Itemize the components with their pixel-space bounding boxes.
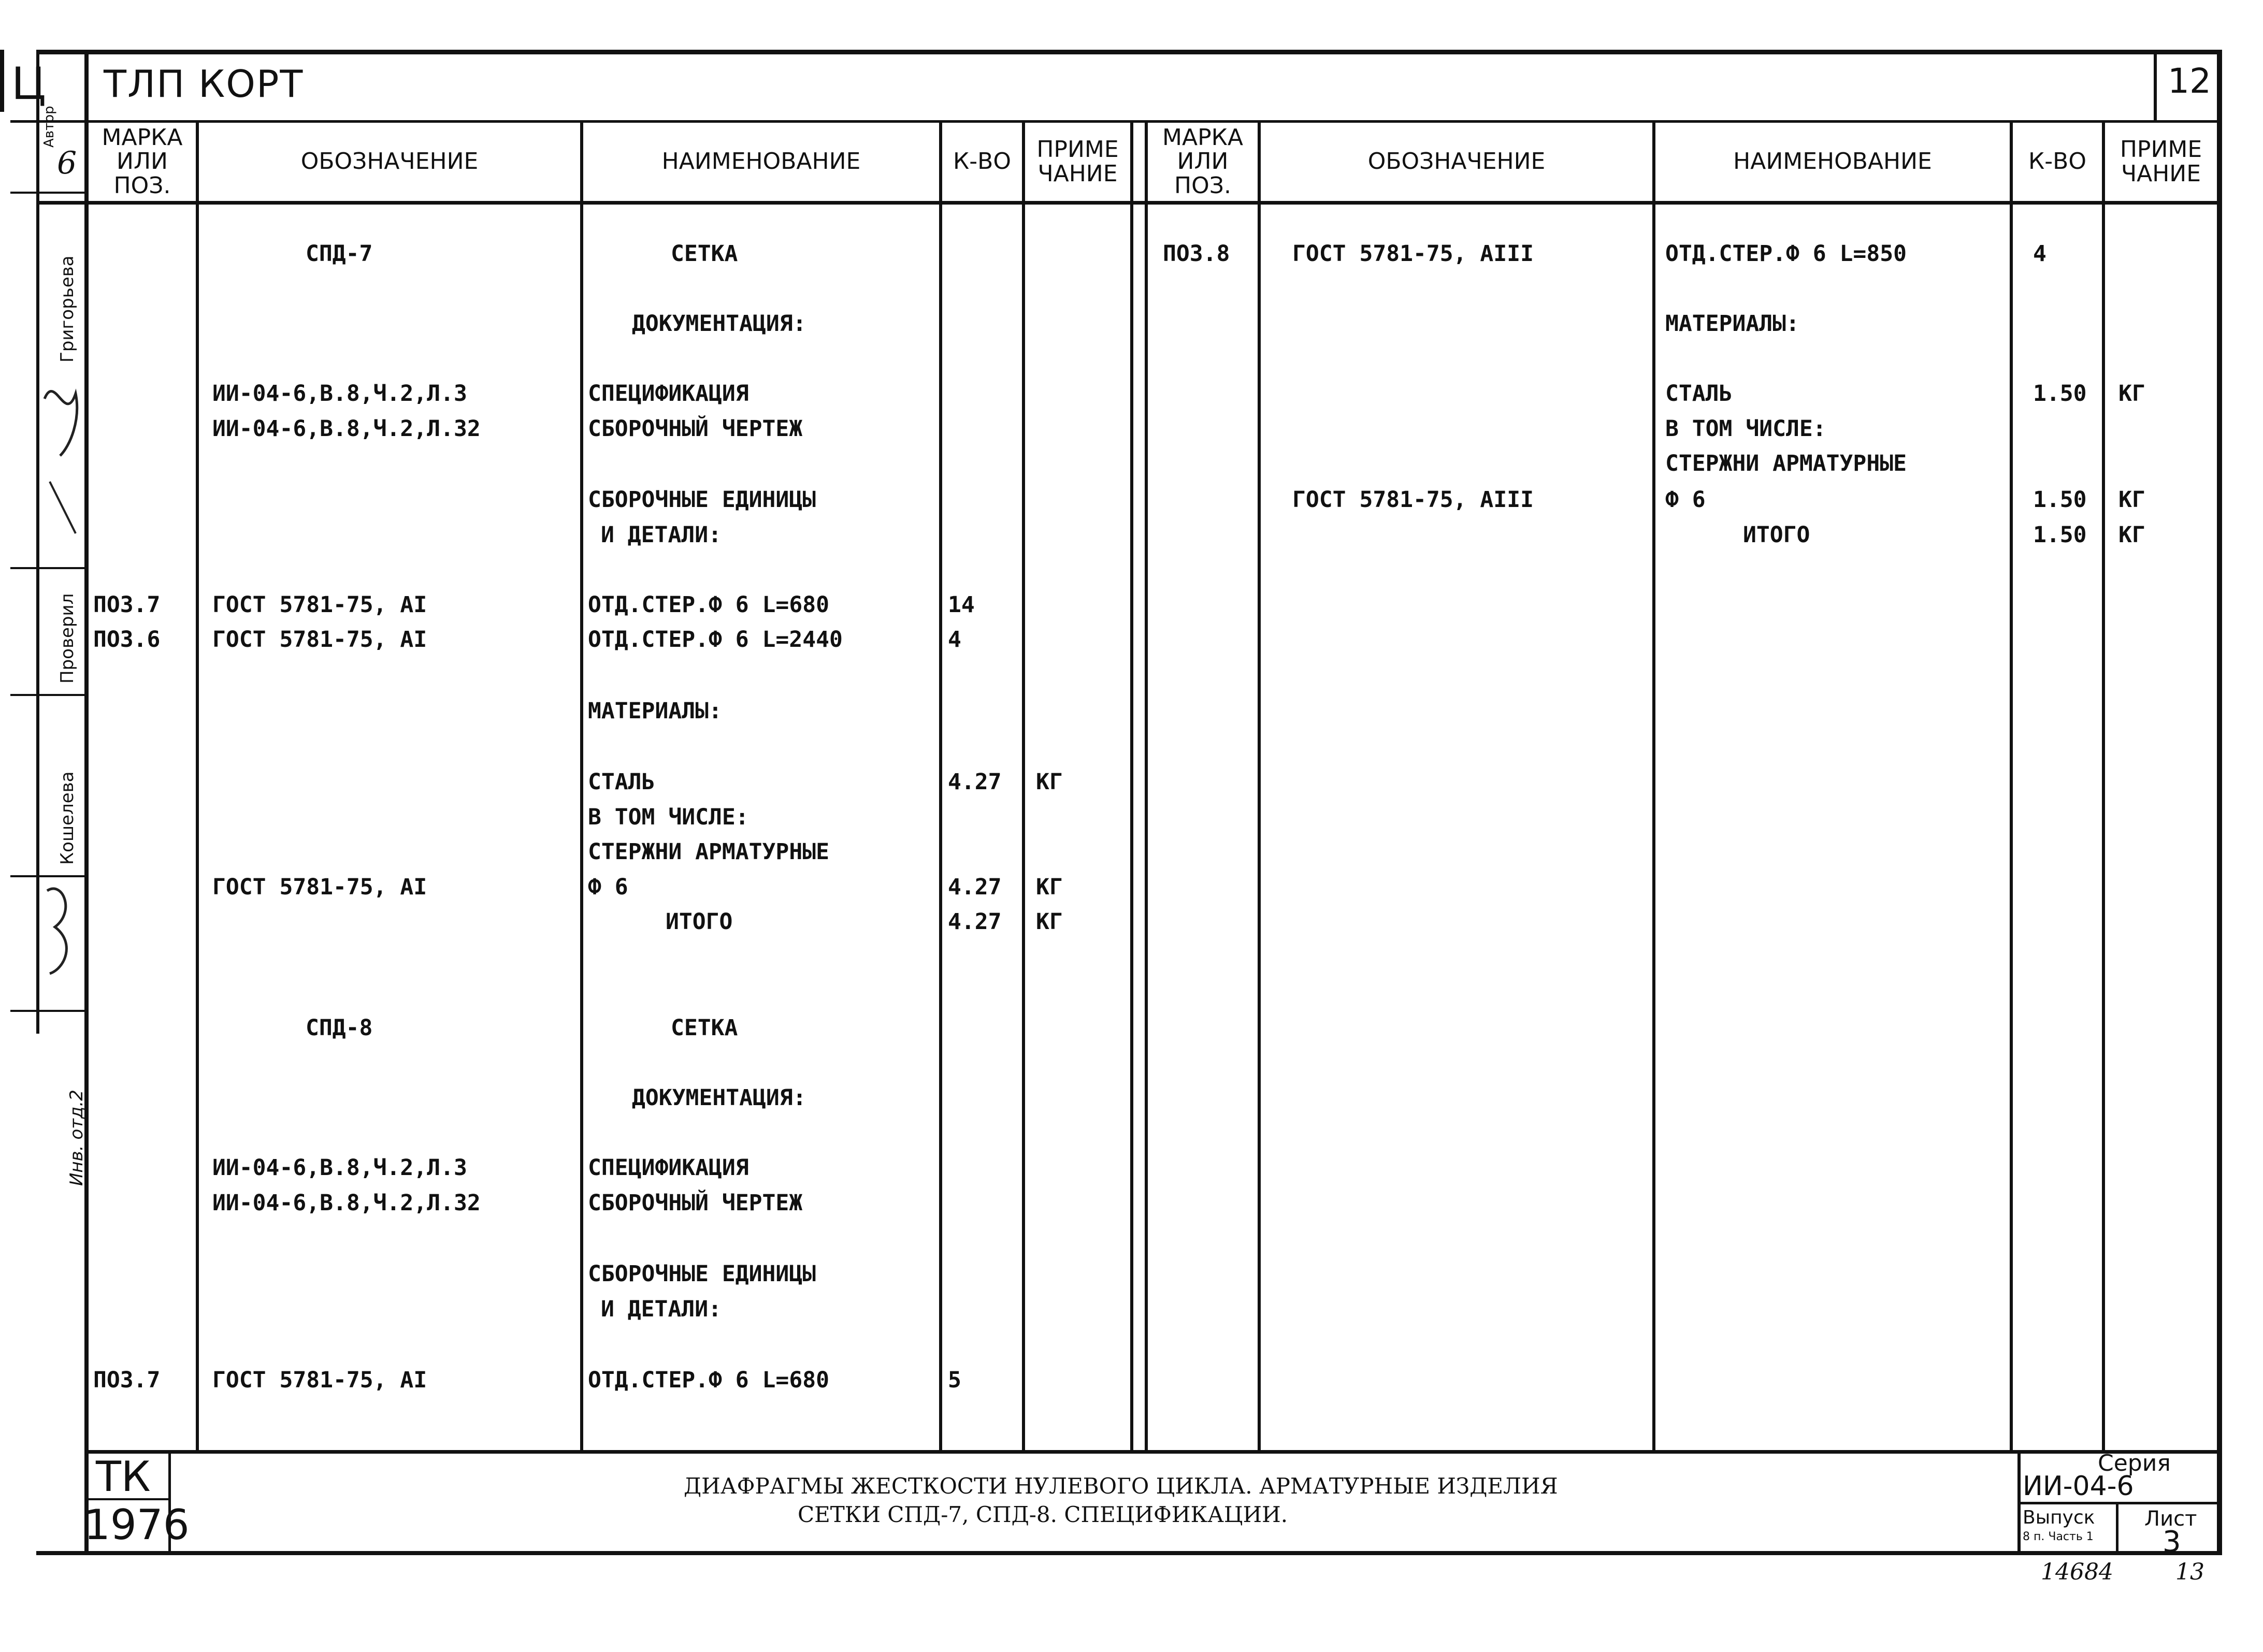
cell-name: ИТОГО — [666, 909, 733, 935]
cell-desig: ГОСТ 5781-75, АI — [212, 874, 427, 900]
cell-desig: ГОСТ 5781-75, АIII — [1292, 487, 1534, 513]
cell-name: СБОРОЧНЫЙ ЧЕРТЕЖ — [588, 1190, 803, 1216]
sidebar-author: Автор — [41, 106, 57, 148]
sidebar-name1: Григорьева — [57, 255, 78, 363]
col-header-qty-right: К-ВО — [2028, 148, 2086, 175]
cell-qty: 14 — [948, 592, 975, 618]
cell-name: СПЕЦИФИКАЦИЯ — [588, 1155, 749, 1181]
sidebar-name2: Кошелева — [57, 771, 78, 865]
cell-note: КГ — [2118, 381, 2145, 407]
col-header-name-right: НАИМЕНОВАНИЕ — [1733, 148, 1932, 175]
sidebar-inv: Инв. отд.2 — [66, 1090, 87, 1186]
cell-name: ИТОГО — [1743, 522, 1810, 548]
cell-name: МАТЕРИАЛЫ: — [1665, 311, 1799, 337]
signature-marks — [39, 363, 86, 1088]
cell-qty: 4.27 — [948, 874, 1002, 900]
cell-qty: 4 — [2033, 241, 2046, 267]
cell-note: КГ — [1036, 769, 1063, 795]
cell-desig: ИИ-04-6,В.8,Ч.2,Л.32 — [212, 416, 481, 442]
cell-desig: ГОСТ 5781-75, АI — [212, 1367, 427, 1393]
cell-note: КГ — [1036, 874, 1063, 900]
cell-name: СБОРОЧНЫЕ ЕДИНИЦЫ — [588, 487, 816, 513]
cell-name: СТАЛЬ — [1665, 381, 1733, 407]
sheet-value: 3 — [2163, 1525, 2181, 1559]
cell-qty: 1.50 — [2033, 522, 2087, 548]
cell-name: СЕТКА — [671, 241, 738, 267]
cell-desig: ГОСТ 5781-75, АI — [212, 592, 427, 618]
frag-left: Ц — [11, 58, 46, 110]
cell-desig: ГОСТ 5781-75, АIII — [1292, 241, 1534, 267]
issue-label: Выпуск — [2023, 1507, 2095, 1528]
col-header-name-left: НАИМЕНОВАНИЕ — [661, 148, 861, 175]
cell-desig: ИИ-04-6,В.8,Ч.2,Л.3 — [212, 381, 467, 407]
cell-qty: 1.50 — [2033, 381, 2087, 407]
cell-name: СТЕРЖНИ АРМАТУРНЫЕ — [588, 839, 829, 865]
page-number: 12 — [2168, 61, 2211, 101]
cell-name: В ТОМ ЧИСЛЕ: — [588, 804, 749, 830]
cell-mark: ПОЗ.8 — [1163, 241, 1230, 267]
cell-name: МАТЕРИАЛЫ: — [588, 698, 722, 724]
col-header-qty-left: К-ВО — [953, 148, 1011, 175]
cell-name: Ф 6 — [588, 874, 628, 900]
cell-name: ОТД.СТЕР.Ф 6 L=680 — [588, 592, 829, 618]
cell-qty: 4.27 — [948, 769, 1002, 795]
cell-name: В ТОМ ЧИСЛЕ: — [1665, 416, 1826, 442]
sidebar-checked: Проверил — [57, 593, 78, 684]
issue-value: 8 п. Часть 1 — [2023, 1530, 2094, 1543]
col-header-designation-right: ОБОЗНАЧЕНИЕ — [1367, 148, 1546, 175]
cell-name: СПЕЦИФИКАЦИЯ — [588, 381, 749, 407]
col-header-note-right: ПРИМЕ ЧАНИЕ — [2120, 136, 2202, 187]
cell-qty: 1.50 — [2033, 487, 2087, 513]
col-header-note-left: ПРИМЕ ЧАНИЕ — [1036, 136, 1119, 187]
cell-qty: 4 — [948, 627, 961, 653]
series-value: ИИ-04-6 — [2023, 1471, 2134, 1502]
doc-code: ТЛП КОРТ — [104, 62, 304, 106]
footer-year: 1976 — [84, 1501, 190, 1549]
cell-mark: ПОЗ.7 — [93, 592, 161, 618]
cell-name: СБОРОЧНЫЙ ЧЕРТЕЖ — [588, 416, 803, 442]
cell-note: КГ — [2118, 487, 2145, 513]
cell-note: КГ — [2118, 522, 2145, 548]
cell-desig: ГОСТ 5781-75, АI — [212, 627, 427, 653]
cell-name: СТАЛЬ — [588, 769, 655, 795]
archive-number: 14684 — [2041, 1559, 2113, 1585]
cell-mark: ПОЗ.6 — [93, 627, 161, 653]
footer-title-line2: СЕТКИ СПД-7, СПД-8. СПЕЦИФИКАЦИИ. — [798, 1502, 1288, 1527]
cell-desig: СПД-8 — [306, 1015, 373, 1041]
cell-name: ДОКУМЕНТАЦИЯ: — [632, 311, 806, 337]
cell-desig: СПД-7 — [306, 241, 373, 267]
footer-title-line1: ДИАФРАГМЫ ЖЕСТКОСТИ НУЛЕВОГО ЦИКЛА. АРМАТУРНЫЕ ИЗДЕЛИЯ — [684, 1473, 1558, 1499]
cell-qty: 4.27 — [948, 909, 1002, 935]
col-header-mark-right: МАРКА ИЛИ ПОЗ. — [1162, 124, 1243, 199]
cell-name: ОТД.СТЕР.Ф 6 L=850 — [1665, 241, 1907, 267]
col-header-mark-left: МАРКА ИЛИ ПОЗ. — [102, 124, 183, 199]
sidebar-num: 6 — [57, 145, 77, 181]
cell-name: И ДЕТАЛИ: — [601, 522, 722, 548]
cell-name: Ф 6 — [1665, 487, 1706, 513]
cell-name: ОТД.СТЕР.Ф 6 L=680 — [588, 1367, 829, 1393]
cell-desig: ИИ-04-6,В.8,Ч.2,Л.3 — [212, 1155, 467, 1181]
sheet-label: Лист — [2144, 1507, 2197, 1531]
archive-page: 13 — [2175, 1559, 2204, 1585]
cell-name: И ДЕТАЛИ: — [601, 1296, 722, 1322]
cell-name: ДОКУМЕНТАЦИЯ: — [632, 1085, 806, 1111]
cell-name: СЕТКА — [671, 1015, 738, 1041]
cell-mark: ПОЗ.7 — [93, 1367, 161, 1393]
cell-name: ОТД.СТЕР.Ф 6 L=2440 — [588, 627, 843, 653]
series-label: Серия — [2098, 1450, 2171, 1476]
cell-qty: 5 — [948, 1367, 961, 1393]
cell-name: СТЕРЖНИ АРМАТУРНЫЕ — [1665, 451, 1907, 476]
cell-note: КГ — [1036, 909, 1063, 935]
cell-desig: ИИ-04-6,В.8,Ч.2,Л.32 — [212, 1190, 481, 1216]
footer-tk: ТК — [96, 1453, 151, 1501]
cell-name: СБОРОЧНЫЕ ЕДИНИЦЫ — [588, 1261, 816, 1287]
col-header-designation-left: ОБОЗНАЧЕНИЕ — [300, 148, 479, 175]
